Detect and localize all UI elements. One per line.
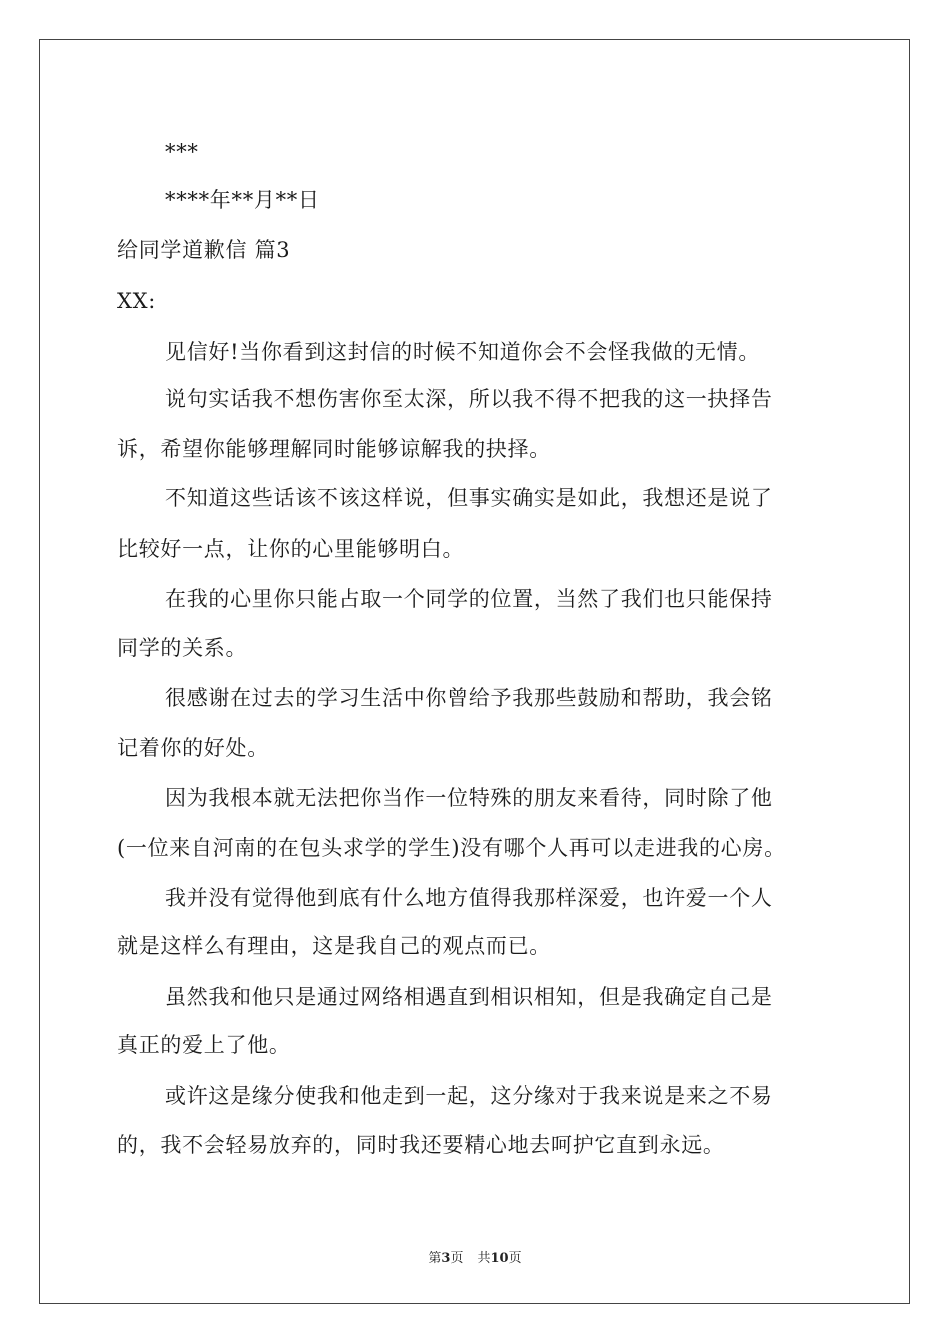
body-line: 不知道这些话该不该这样说，但事实确实是如此，我想还是说了 (165, 486, 773, 510)
body-line: 很感谢在过去的学习生活中你曾给予我那些鼓励和帮助，我会铭 (165, 686, 773, 710)
body-line: 或许这是缘分使我和他走到一起，这分缘对于我来说是来之不易 (165, 1084, 773, 1108)
body-line: 虽然我和他只是通过网络相遇直到相识相知，但是我确定自己是 (165, 985, 773, 1009)
signature-name: *** (165, 140, 199, 164)
total-prefix: 共 (477, 1251, 491, 1266)
body-line: 见信好!当你看到这封信的时候不知道你会不会怪我做的无情。 (165, 340, 761, 364)
page-unit: 页 (450, 1251, 464, 1266)
body-line: 在我的心里你只能占取一个同学的位置，当然了我们也只能保持 (165, 587, 773, 611)
body-line: 记着你的好处。 (117, 736, 269, 760)
page-current: 3 (441, 1251, 451, 1266)
body-line: 就是这样么有理由，这是我自己的观点而已。 (117, 934, 551, 958)
total-unit: 页 (508, 1251, 522, 1266)
body-line: 因为我根本就无法把你当作一位特殊的朋友来看待，同时除了他 (165, 786, 773, 810)
body-line: 同学的关系。 (117, 636, 248, 660)
body-line: 真正的爱上了他。 (117, 1033, 291, 1057)
salutation: XX: (117, 289, 157, 313)
page-footer (0, 1247, 950, 1266)
page-total: 10 (490, 1251, 509, 1266)
page-border (39, 39, 910, 1304)
body-line: 诉，希望你能够理解同时能够谅解我的抉择。 (117, 437, 551, 461)
section-heading: 给同学道歉信 篇3 (117, 238, 291, 262)
body-line: 的，我不会轻易放弃的，同时我还要精心地去呵护它直到永远。 (117, 1133, 725, 1157)
body-line: 说句实话我不想伤害你至太深，所以我不得不把我的这一抉择告 (165, 387, 773, 411)
body-line: 我并没有觉得他到底有什么地方值得我那样深爱，也许爱一个人 (165, 886, 773, 910)
body-line: 比较好一点，让你的心里能够明白。 (117, 537, 465, 561)
body-line: (一位来自河南的在包头求学的学生)没有哪个人再可以走进我的心房。 (117, 836, 786, 860)
page-prefix: 第 (428, 1251, 442, 1266)
signature-date: ****年**月**日 (165, 188, 320, 212)
